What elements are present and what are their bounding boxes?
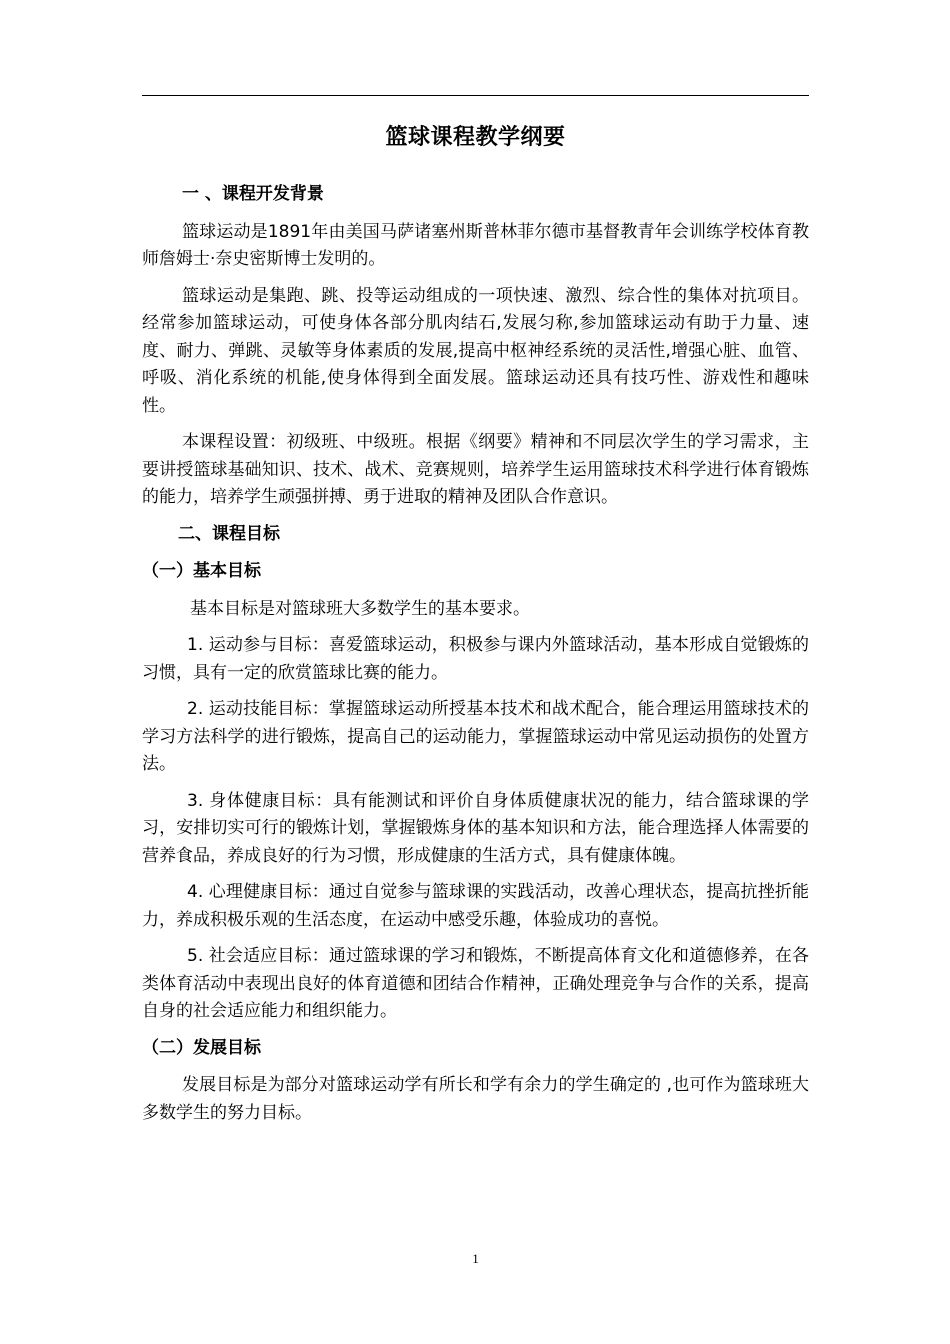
paragraph-course-setup: 本课程设置：初级班、中级班。根据《纲要》精神和不同层次学生的学习需求，主要讲授篮球基础知识、技术、战术、竞赛规则，培养学生运用篮球技术科学进行体育锻炼的能力，培养学生顽强拼搏、勇于进取的精神及团队合作意识。 bbox=[142, 432, 809, 507]
page-number: 1 bbox=[472, 1251, 479, 1266]
section-heading-objectives: 二、课程目标 bbox=[178, 523, 280, 544]
subsection-heading-development-goals: （二）发展目标 bbox=[142, 1037, 261, 1058]
paragraph-basic-goals-intro: 基本目标是对篮球班大多数学生的基本要求。 bbox=[190, 598, 530, 619]
paragraph-benefits: 篮球运动是集跑、跳、投等运动组成的一项快速、激烈、综合性的集体对抗项目。经常参加篮球运动，可使身体各部分肌肉结石,发展匀称,参加篮球运动有助于力量、速度、耐力、弹跳、灵敏等身体素质的发展,提高中枢神经系统的灵活性,增强心脏、血管、呼吸、消化系统的机能,使身体得到全面发展。篮球运动还具有技巧性、游戏性和趣味性。 bbox=[142, 285, 809, 416]
goal-item-social-adaptation: 5. 社会适应目标：通过篮球课的学习和锻炼，不断提高体育文化和道德修养，在各类体育活动中表现出良好的体育道德和团结合作精神，正确处理竞争与合作的关系，提高自身的社会适应能力和组织能力。 bbox=[142, 946, 809, 1021]
goal-item-physical-health: 3. 身体健康目标：具有能测试和评价自身体质健康状况的能力，结合篮球课的学习，安排切实可行的锻炼计划，掌握锻炼身体的基本知识和方法，能合理选择人体需要的营养食品，养成良好的行为习惯，形成健康的生活方式，具有健康体魄。 bbox=[142, 790, 809, 866]
paragraph-development-goals-intro: 发展目标是为部分对篮球运动学有所长和学有余力的学生确定的 ,也可作为篮球班大多数学生的努力目标。 bbox=[142, 1075, 809, 1123]
subsection-heading-basic-goals: （一）基本目标 bbox=[142, 561, 261, 581]
paragraph-history: 篮球运动是1891年由美国马萨诸塞州斯普林菲尔德市基督教青年会训练学校体育教师詹姆士·奈史密斯博士发明的。 bbox=[142, 221, 809, 269]
goal-item-participation: 1. 运动参与目标：喜爱篮球运动，积极参与课内外篮球活动，基本形成自觉锻炼的习惯，具有一定的欣赏篮球比赛的能力。 bbox=[142, 635, 809, 683]
goal-item-skills: 2. 运动技能目标：掌握篮球运动所授基本技术和战术配合，能合理运用篮球技术的学习方法科学的进行锻炼，提高自己的运动能力，掌握篮球运动中常见运动损伤的处置方法。 bbox=[142, 699, 809, 774]
header-rule bbox=[142, 95, 809, 96]
document-body bbox=[142, 178, 809, 1136]
page-title: 篮球课程教学纲要 bbox=[385, 125, 566, 150]
goal-item-mental-health: 4. 心理健康目标：通过自觉参与篮球课的实践活动，改善心理状态，提高抗挫折能力，养成积极乐观的生活态度，在运动中感受乐趣，体验成功的喜悦。 bbox=[142, 882, 809, 930]
section-heading-background: 一 、课程开发背景 bbox=[182, 184, 324, 204]
